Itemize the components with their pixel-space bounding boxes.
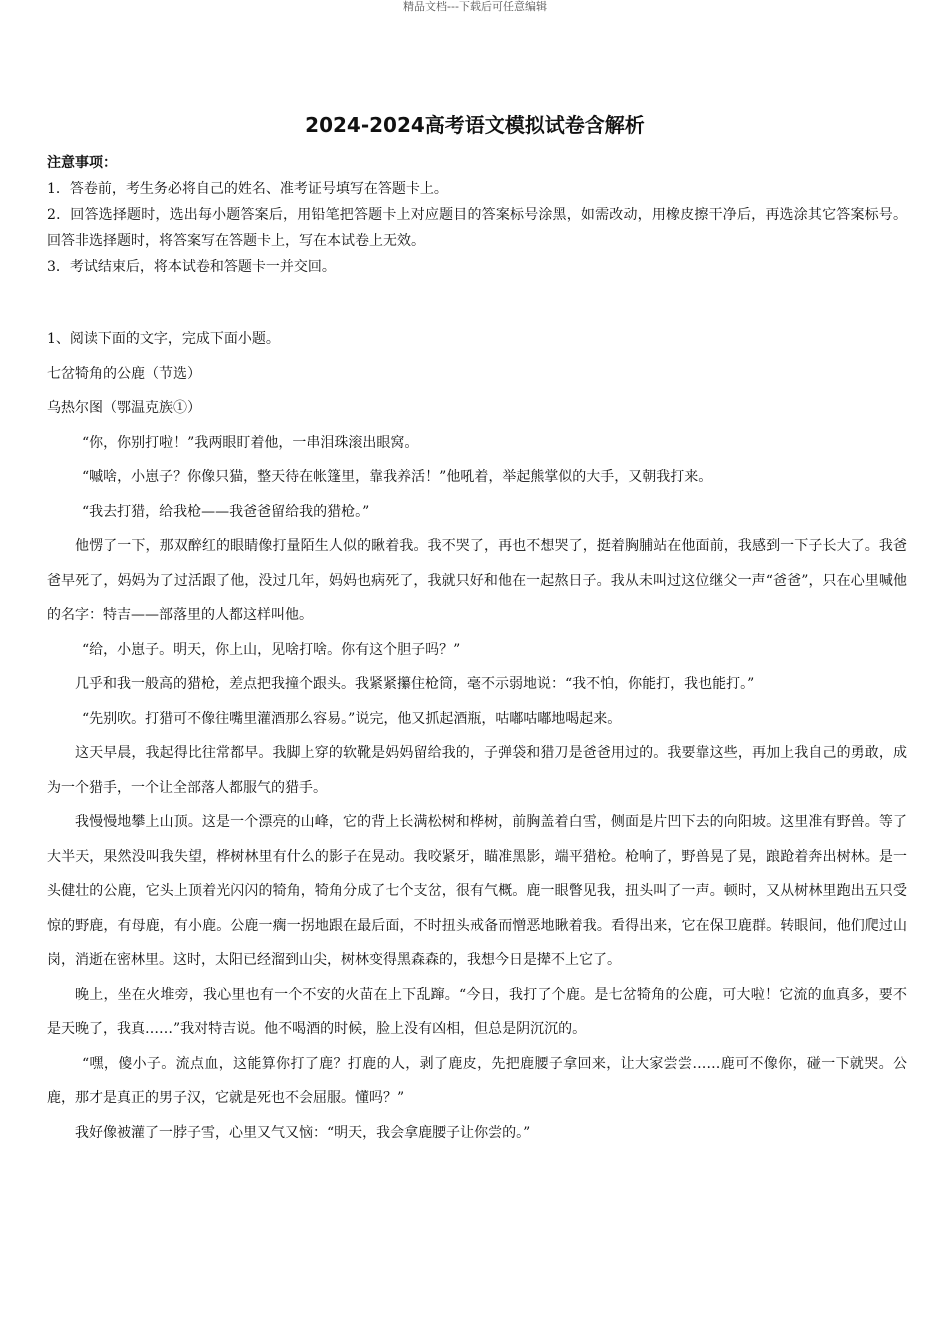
notice-item: 2．回答选择题时，选出每小题答案后，用铅笔把答题卡上对应题目的答案标号涂黑，如需改动，用橡皮擦干净后，再选涂其它答案标号。回答非选择题时，将答案写在答题卡上，写在本试卷上无效。 <box>47 207 907 249</box>
story-paragraph: 几乎和我一般高的猎枪，差点把我撞个跟头。我紧紧攥住枪筒，毫不示弱地说：“我不怕，你能打，我也能打。” <box>75 676 755 692</box>
story-paragraph: 我好像被灌了一脖子雪，心里又气又恼：“明天，我会拿鹿腰子让你尝的。” <box>75 1124 531 1141</box>
story-paragraph: 我慢慢地攀上山顶。这是一个漂亮的山峰，它的背上长满松树和桦树，前胸盖着白雪，侧面是片凹下去的向阳坡。这里准有野兽。等了大半天，果然没叫我失望，桦树林里有什么的影子在晃动。我咬紧牙，瞄准黑影，端平猎枪。枪响了，野兽晃了晃，踉跄着奔出树林。是一头健壮的公鹿，它头上顶着光闪闪的犄角，犄角分成了七个支岔，很有气概。鹿一眼瞥见我，扭头叫了一声。顿时，又从树林里跑出五只受惊的野鹿，有母鹿，有小鹿。公鹿一瘸一拐地跟在最后面，不时扭头戒备而憎恶地瞅着我。看得出来，它在保卫鹿群。转眼间，他们爬过山岗，消逝在密林里。这时，太阳已经溜到山尖，树林变得黑森森的，我想今日是撵不上它了。 <box>47 814 907 968</box>
story-paragraph: 他愣了一下，那双醉红的眼睛像打量陌生人似的瞅着我。我不哭了，再也不想哭了，挺着胸脯站在他面前，我感到一下子长大了。我爸爸早死了，妈妈为了过活跟了他，没过几年，妈妈也病死了，我就只好和他在一起熬日子。我从未叫过这位继父一声“爸爸”，只在心里喊他的名字：特吉——部落里的人都这样叫他。 <box>47 538 907 623</box>
story-paragraph: “嘿，傻小子。流点血，这能算你打了鹿？打鹿的人，剥了鹿皮，先把鹿腰子拿回来，让大家尝尝……鹿可不像你，碰一下就哭。公鹿，那才是真正的男子汉，它就是死也不会屈服。懂吗？” <box>47 1055 907 1106</box>
story-author: 乌热尔图（鄂温克族①） <box>47 400 201 416</box>
story-paragraph: “先别吹。打猎可不像往嘴里灌酒那么容易。”说完，他又抓起酒瓶，咕嘟咕嘟地喝起来。 <box>82 710 622 727</box>
notice-section <box>47 150 907 280</box>
story-paragraph: 这天早晨，我起得比往常都早。我脚上穿的软靴是妈妈留给我的，子弹袋和猎刀是爸爸用过的。我要靠这些，再加上我自己的勇敢，成为一个猎手，一个让全部落人都服气的猎手。 <box>47 745 907 796</box>
question-prompt: 1、阅读下面的文字，完成下面小题。 <box>47 331 280 347</box>
notice-item: 1．答卷前，考生务必将自己的姓名、准考证号填写在答题卡上。 <box>47 181 448 197</box>
reading-passage <box>47 322 907 1150</box>
page-header-watermark: 精品文档---下载后可任意编辑 <box>403 0 547 13</box>
story-paragraph: 晚上，坐在火堆旁，我心里也有一个不安的火苗在上下乱蹿。“今日，我打了个鹿。是七岔犄角的公鹿，可大啦！它流的血真多，要不是天晚了，我真……”我对特吉说。他不喝酒的时候，脸上没有凶相，但总是阴沉沉的。 <box>47 986 907 1037</box>
story-paragraph: “嘁啥，小崽子？你像只猫，整天待在帐篷里，靠我养活！”他吼着，举起熊掌似的大手，又朝我打来。 <box>82 469 713 485</box>
story-paragraph: “我去打猎，给我枪——我爸爸留给我的猎枪。” <box>82 503 370 520</box>
notice-heading: 注意事项： <box>47 155 117 171</box>
document-title: 2024-2024高考语文模拟试卷含解析 <box>305 113 645 137</box>
notice-item: 3．考试结束后，将本试卷和答题卡一并交回。 <box>47 259 336 275</box>
story-paragraph: “你，你别打啦！”我两眼盯着他，一串泪珠滚出眼窝。 <box>82 434 419 451</box>
story-paragraph: “给，小崽子。明天，你上山，见啥打啥。你有这个胆子吗？” <box>82 641 461 658</box>
story-title: 七岔犄角的公鹿（节选） <box>47 365 201 382</box>
